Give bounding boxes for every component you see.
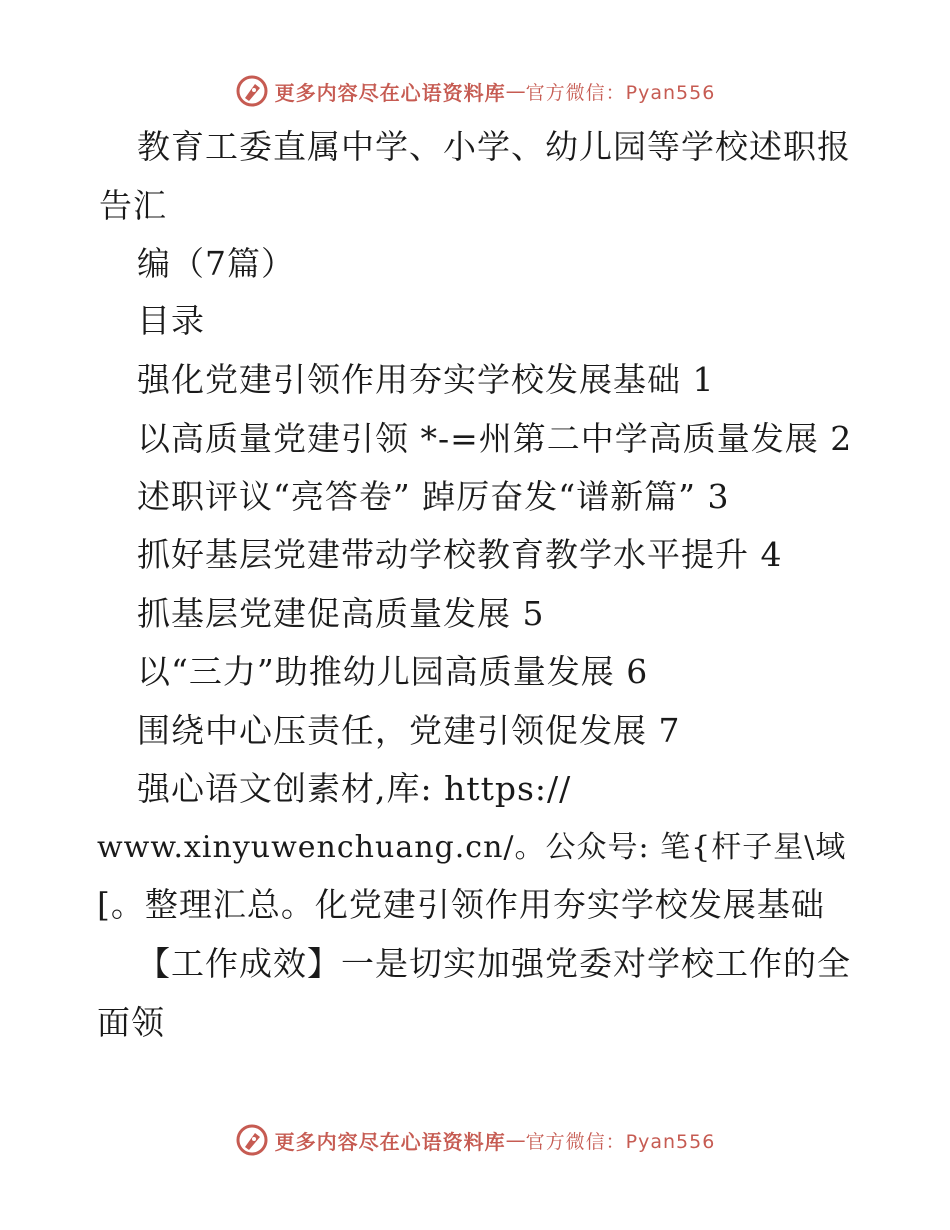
toc-heading: 目录 bbox=[137, 301, 205, 340]
toc-item: 述职评议“亮答卷” 踔厉奋发“谱新篇” 3 bbox=[137, 477, 730, 516]
banner-separator: — bbox=[505, 1128, 526, 1152]
banner-brand: 更多内容尽在心语资料库 bbox=[274, 80, 506, 105]
note-line-1: 强心语文创素材,库: https:// bbox=[137, 769, 572, 808]
pen-nib-logo-icon bbox=[235, 74, 269, 108]
pen-nib-logo-icon bbox=[235, 1123, 269, 1157]
note-line-3: [。整理汇总。化党建引领作用夯实学校发展基础 bbox=[97, 885, 825, 924]
banner-brand: 更多内容尽在心语资料库 bbox=[274, 1129, 506, 1154]
toc-item: 以“三力”助推幼儿园高质量发展 6 bbox=[137, 652, 649, 691]
body-line-1: 【工作成效】一是切实加强党委对学校工作的全 bbox=[137, 944, 851, 983]
title-line-2: 告汇 bbox=[99, 186, 167, 225]
note-line-2: www.xinyuwenchuang.cn/。公众号: 笔{杆子星\域 bbox=[97, 830, 847, 865]
toc-item: 以高质量党建引领 *-=州第二中学高质量发展 2 bbox=[137, 419, 853, 458]
body-line-2: 面领 bbox=[97, 1003, 165, 1042]
banner-wechat: 官方微信：Pyan556 bbox=[525, 1130, 716, 1153]
header-banner bbox=[0, 71, 950, 111]
toc-item: 抓基层党建促高质量发展 5 bbox=[137, 594, 545, 633]
footer-banner bbox=[0, 1120, 950, 1160]
title-line-3: 编（7篇） bbox=[137, 244, 295, 283]
toc-item: 围绕中心压责任，党建引领促发展 7 bbox=[137, 711, 681, 750]
title-line-1: 教育工委直属中学、小学、幼儿园等学校述职报 bbox=[137, 127, 851, 166]
toc-item: 抓好基层党建带动学校教育教学水平提升 4 bbox=[137, 535, 783, 574]
banner-wechat: 官方微信：Pyan556 bbox=[525, 81, 716, 104]
toc-item: 强化党建引领作用夯实学校发展基础 1 bbox=[137, 360, 715, 399]
banner-separator: — bbox=[505, 79, 526, 103]
